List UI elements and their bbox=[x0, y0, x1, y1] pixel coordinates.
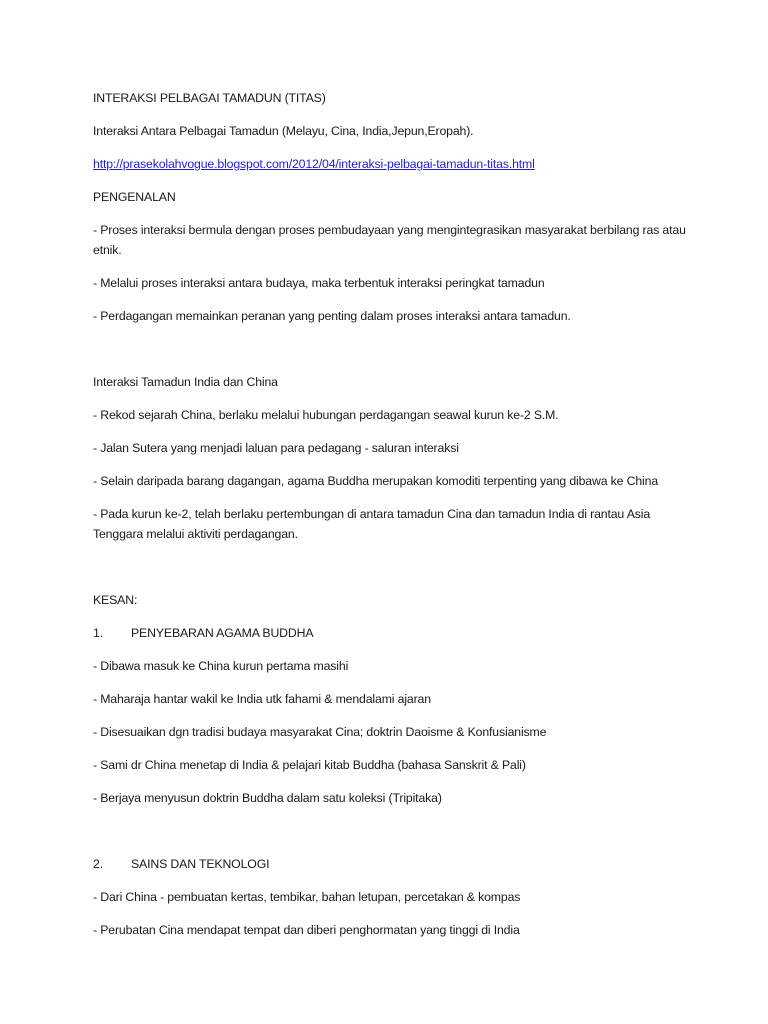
section-title: SAINS DAN TEKNOLOGI bbox=[131, 857, 270, 871]
kesan-point: - Dari China - pembuatan kertas, tembikar, bahan letupan, percetakan & kompas bbox=[93, 890, 521, 904]
kesan-section-1-heading bbox=[93, 623, 693, 643]
source-link-line bbox=[93, 154, 693, 174]
document-title: INTERAKSI PELBAGAI TAMADUN (TITAS) bbox=[93, 91, 326, 105]
section-gap bbox=[93, 557, 693, 590]
document-page bbox=[93, 88, 693, 953]
kesan-point: - Berjaya menyusun doktrin Buddha dalam satu koleksi (Tripitaka) bbox=[93, 791, 442, 805]
india-china-point: - Pada kurun ke-2, telah berlaku pertembungan di antara tamadun Cina dan tamadun India di rantau Asia Tenggara melalui aktiviti perdagangan. bbox=[93, 507, 651, 541]
section-gap bbox=[93, 821, 693, 854]
india-china-point: - Rekod sejarah China, berlaku melalui hubungan perdagangan seawal kurun ke-2 S.M. bbox=[93, 408, 559, 422]
kesan-heading: KESAN: bbox=[93, 593, 138, 607]
kesan-section-2-heading bbox=[93, 854, 693, 874]
india-china-heading: Interaksi Tamadun India dan China bbox=[93, 375, 278, 389]
source-link[interactable]: http://prasekolahvogue.blogspot.com/2012/04/interaksi-pelbagai-tamadun-titas.html bbox=[93, 157, 535, 171]
india-china-point: - Selain daripada barang dagangan, agama Buddha merupakan komoditi terpenting yang dibawa ke China bbox=[93, 474, 659, 488]
section-title: PENYEBARAN AGAMA BUDDHA bbox=[131, 626, 314, 640]
section-gap bbox=[93, 339, 693, 372]
intro-point: - Perdagangan memainkan peranan yang penting dalam proses interaksi antara tamadun. bbox=[93, 309, 571, 323]
kesan-point: - Maharaja hantar wakil ke India utk fahami & mendalami ajaran bbox=[93, 692, 431, 706]
kesan-point: - Dibawa masuk ke China kurun pertama masihi bbox=[93, 659, 349, 673]
intro-point: - Proses interaksi bermula dengan proses pembudayaan yang mengintegrasikan masyarakat berbilang ras atau etnik. bbox=[93, 223, 686, 257]
section-number: 1. bbox=[93, 626, 103, 640]
kesan-point: - Perubatan Cina mendapat tempat dan diberi penghormatan yang tinggi di India bbox=[93, 923, 520, 937]
document-subtitle: Interaksi Antara Pelbagai Tamadun (Melayu, Cina, India,Jepun,Eropah). bbox=[93, 124, 474, 138]
intro-heading: PENGENALAN bbox=[93, 190, 176, 204]
intro-point: - Melalui proses interaksi antara budaya, maka terbentuk interaksi peringkat tamadun bbox=[93, 276, 545, 290]
kesan-point: - Sami dr China menetap di India & pelajari kitab Buddha (bahasa Sanskrit & Pali) bbox=[93, 758, 526, 772]
section-number: 2. bbox=[93, 857, 103, 871]
india-china-point: - Jalan Sutera yang menjadi laluan para pedagang - saluran interaksi bbox=[93, 441, 459, 455]
kesan-point: - Disesuaikan dgn tradisi budaya masyarakat Cina; doktrin Daoisme & Konfusianisme bbox=[93, 725, 547, 739]
